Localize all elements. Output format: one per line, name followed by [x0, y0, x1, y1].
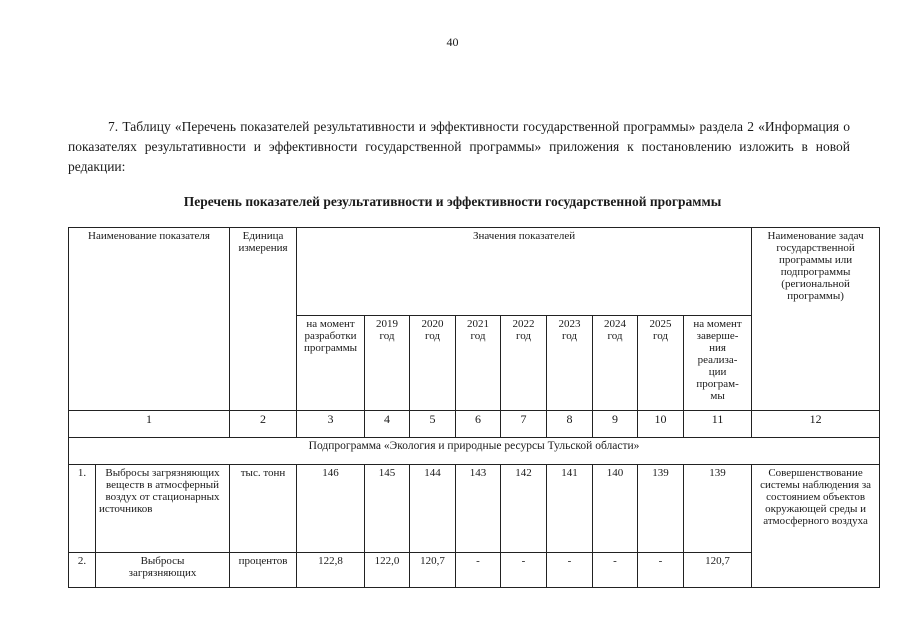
column-number: 4: [365, 411, 410, 438]
task-description: Совершенствование системы наблюдения за состоянием объектов окружающей среды и атмосферного воздуха: [752, 465, 880, 588]
unit-cell: тыс. тонн: [230, 465, 297, 553]
page-number: 40: [446, 35, 459, 49]
value-cell: 142: [501, 465, 547, 553]
column-number: 5: [410, 411, 456, 438]
value-cell: 144: [410, 465, 456, 553]
header-tasks: Наименование задач государственной программы или подпрограммы (региональной программы): [752, 228, 880, 411]
subprogram-title: Подпрограмма «Экология и природные ресурсы Тульской области»: [69, 438, 880, 465]
value-cell: 143: [456, 465, 501, 553]
row-number: 2.: [69, 553, 96, 588]
column-number: 12: [752, 411, 880, 438]
subprogram-row: [69, 438, 880, 465]
table-title: Перечень показателей результативности и эффективности государственной программы: [183, 194, 722, 209]
unit-cell: процентов: [230, 553, 297, 588]
column-number: 3: [297, 411, 365, 438]
value-cell: 122,8: [297, 553, 365, 588]
column-number: 8: [547, 411, 593, 438]
value-cell: 122,0: [365, 553, 410, 588]
column-number: 9: [593, 411, 638, 438]
row-number: 1.: [69, 465, 96, 553]
header-values: Значения показателей: [297, 228, 752, 316]
value-cell: 120,7: [684, 553, 752, 588]
value-cell: 139: [638, 465, 684, 553]
value-cell: -: [501, 553, 547, 588]
header-year: 2023 год: [547, 316, 593, 411]
value-cell: -: [638, 553, 684, 588]
indicator-name: Выбросы загрязняющих: [96, 553, 230, 588]
column-number: 10: [638, 411, 684, 438]
value-cell: -: [456, 553, 501, 588]
column-number-row: [69, 411, 880, 438]
header-year: 2022 год: [501, 316, 547, 411]
header-year: 2024 год: [593, 316, 638, 411]
value-cell: 139: [684, 465, 752, 553]
header-year: 2019 год: [365, 316, 410, 411]
header-start: на момент разработки программы: [297, 316, 365, 411]
value-cell: 120,7: [410, 553, 456, 588]
header-year: 2021 год: [456, 316, 501, 411]
amendment-paragraph: 7. Таблицу «Перечень показателей результативности и эффективности государственной программы» раздела 2 «Информация о показателях результативности и эффективности государственной программы» приложения к постановлению изложить в новой редакции:: [68, 119, 850, 174]
value-cell: -: [547, 553, 593, 588]
column-number: 11: [684, 411, 752, 438]
header-row-1: [69, 228, 880, 316]
indicators-table: [68, 227, 880, 588]
header-indicator-name: Наименование показателя: [69, 228, 230, 411]
header-year: 2025 год: [638, 316, 684, 411]
column-number: 7: [501, 411, 547, 438]
value-cell: 145: [365, 465, 410, 553]
header-unit: Единица измерения: [230, 228, 297, 411]
table-row: [69, 465, 880, 553]
value-cell: 141: [547, 465, 593, 553]
value-cell: 146: [297, 465, 365, 553]
header-end: на момент заверше- ния реализа- ции програм- мы: [684, 316, 752, 411]
indicator-name: Выбросы загрязняющих веществ в атмосферный воздух от стационарных источников: [96, 465, 230, 553]
column-number: 1: [69, 411, 230, 438]
value-cell: -: [593, 553, 638, 588]
header-year: 2020 год: [410, 316, 456, 411]
column-number: 6: [456, 411, 501, 438]
value-cell: 140: [593, 465, 638, 553]
column-number: 2: [230, 411, 297, 438]
